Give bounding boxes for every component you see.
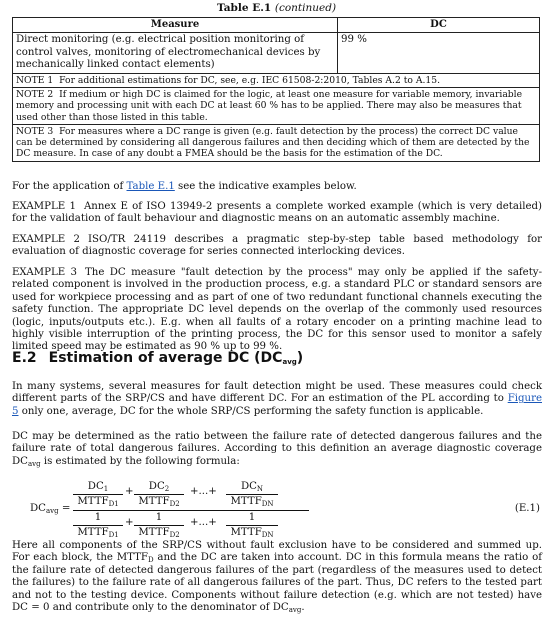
mttf-dn-sub: DN [261,500,274,509]
note-1-label: NOTE 1 [16,74,54,86]
note-2 [13,87,540,124]
cell-dc: 99 % [338,33,540,73]
dcn-sub: N [256,485,264,493]
table-note-row [13,73,540,87]
intro-text-after: see the indicative examples below. [174,181,357,192]
denominator-term-n [226,512,278,540]
den-mttf-dn: MTTF [230,527,262,539]
dcn: DC [240,481,257,492]
section-heading [12,352,303,364]
section-p2-sub: avg [27,459,41,468]
example-2-text: ISO/TR 24119 describes a pragmatic step-by-step table based methodology for evaluation of diagnostic coverage for series connected interlocking devices. [12,234,542,258]
dc1-sub: 1 [103,485,109,493]
one-2: 1 [155,512,163,523]
plus-op: + [125,486,134,497]
table-title [0,2,553,14]
figure-5-link[interactable]: Figure 5 [12,393,542,417]
cell-measure: Direct monitoring (e.g. electrical position monitoring of control valves, monitoring of electromechanical devices by mechanically linked contact elements) [13,33,338,73]
numerator-term-n [226,481,278,509]
section-title: Estimation of average DC (DC [48,350,283,366]
example-1 [12,201,542,226]
table-title-suffix: (continued) [274,2,337,14]
section-paragraph-3 [12,540,542,614]
den-mttf-dn-sub: DN [261,531,274,540]
example-2-label: EXAMPLE 2 [12,234,81,245]
section-p3-a-sub: D [148,556,154,565]
formula-main-bar [73,510,309,511]
mttf-dn: MTTF [230,496,262,508]
example-3-label: EXAMPLE 3 [12,267,78,278]
section-p1-after: only one, average, DC for the whole SRP/CS performing the safety function is applicable. [18,405,484,417]
section-paragraph-2 [12,431,542,468]
dc-avg-formula [30,481,540,539]
one-n: 1 [248,512,256,523]
section-p3-end: . [301,602,305,614]
equation-number: (E.1) [514,503,540,514]
section-number: E.2 [12,350,37,366]
denominator-term-2 [134,512,184,540]
mttf-d2: MTTF [138,496,170,508]
table-note-row [13,124,540,161]
formula-lhs [30,503,70,515]
measures-table [12,17,540,162]
example-1-label: EXAMPLE 1 [12,201,76,212]
header-dc: DC [338,18,540,33]
formula-equals: = [61,503,71,514]
den-mttf-d1: MTTF [77,527,109,539]
note-3-label: NOTE 3 [16,125,54,137]
dots-op: +...+ [190,517,217,528]
section-title-sub: avg [282,358,297,366]
table-header-row [13,18,540,33]
example-1-text: Annex E of ISO 13949-2 presents a complete worked example (which is very detailed) for the validation of fault behaviour and diagnostic means on an automatic assembly machine. [12,201,543,225]
dc1: DC [87,481,104,492]
numerator-term-1 [73,481,123,509]
mttf-d2-sub: D2 [169,500,180,509]
table-e1-link[interactable]: Table E.1 [126,181,175,192]
table-title-text: Table E.1 [216,2,272,14]
section-p3-b: and the DC are taken into account. DC in this formula means the ratio of the failure rate of detected dangerous failures of the part (regardless of the measures used to detect the failures) to the failure rate of all dangerous failures of the part. Thus, DC refers to the tested part and not to the testing device. Components without failure detection (e.g. which are not tested) have DC = 0 and contribute only to the denominator of DC [12,552,542,614]
table-note-row [13,87,540,124]
numerator-term-2 [134,481,184,509]
dc2: DC [148,481,165,492]
plus-op: + [125,517,134,528]
dots-op: +...+ [190,486,217,497]
dc2-sub: 2 [164,485,170,493]
intro-text-before: For the application of [12,181,127,192]
den-mttf-d2: MTTF [138,527,170,539]
example-3-text: The DC measure "fault detection by the process" may only be applied if the safety-related component is involved in the production process, e.g. a standard PLC or standard sensors are used for workpiece processing and as part of one of two redundant functional channels executing the safety function. The appropriate DC level depends on the overlap of the commonly used resources (logic, inputs/outputs etc.). E.g. when all faults of a rotary encoder on a printing machine lead to highly visible interruption of the printing process, the DC for this sensor used to monitor a safely limited speed may be estimated as 90 % up to 99 %. [12,267,543,353]
section-p3-a: Here all components of the SRP/CS without fault exclusion have to be considered and summed up. For each block, the MTTF [12,540,542,564]
mttf-d1: MTTF [77,496,109,508]
section-p1-before: In many systems, several measures for fault detection might be used. These measures could check different parts of the SRP/CS and have different DC. For an estimation of the PL according to [12,381,542,405]
den-mttf-d1-sub: D1 [108,531,119,540]
note-3-text: For measures where a DC range is given (e.g. fault detection by the process) the correct DC value can be determined by considering all dangerous failures and then deciding which of them are detected by the DC measure. In case of any doubt a FMEA should be the basis for the estimation of the DC. [16,125,530,160]
section-p3-sub: avg [288,606,302,615]
section-p2-end: is estimated by the following formula: [40,455,240,467]
note-1 [13,73,540,87]
example-3 [12,267,542,354]
denominator-term-1 [73,512,123,540]
note-2-label: NOTE 2 [16,88,54,100]
section-paragraph-1 [12,381,542,418]
note-2-text: If medium or high DC is claimed for the logic, at least one measure for variable memory, invariable memory and processing unit with each DC at least 60 % has to be applied. There may also be measures that used other than those listed in this table. [16,88,523,123]
section-p2-text: DC may be determined as the ratio between the failure rate of detected dangerous failures and the failure rate of total dangerous failures. According to this definition an average diagnostic coverage DC [12,431,542,467]
note-1-text: For additional estimations for DC, see, e.g. IEC 61508-2:2010, Tables A.2 to A.15. [59,74,441,86]
intro-paragraph [12,181,542,193]
formula-lhs-text: DC [30,503,46,514]
section-title-end: ) [296,350,304,366]
one-1: 1 [94,512,102,523]
example-2 [12,234,542,259]
mttf-d1-sub: D1 [108,500,119,509]
note-3 [13,124,540,161]
den-mttf-d2-sub: D2 [169,531,180,540]
table-row [13,33,540,73]
formula-lhs-sub: avg [45,507,59,515]
header-measure: Measure [13,18,338,33]
